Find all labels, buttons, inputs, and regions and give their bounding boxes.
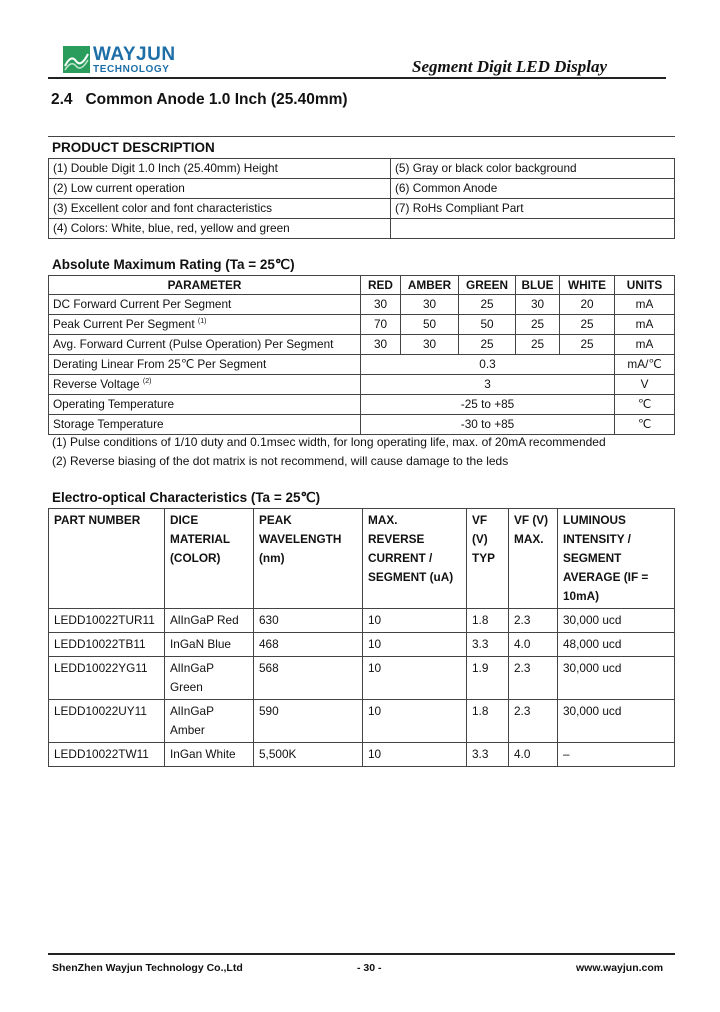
value-cell: 50 <box>459 315 516 335</box>
parameter-cell <box>49 415 361 435</box>
value-cell: 50 <box>401 315 459 335</box>
value-cell <box>558 609 675 633</box>
parameter-cell <box>49 375 361 395</box>
cell-line: 10 <box>368 704 382 718</box>
cell-line: LEDD10022UY11 <box>54 704 147 718</box>
value-cell <box>363 609 467 633</box>
value-cell <box>467 743 509 767</box>
header-line: PART NUMBER <box>54 513 141 527</box>
unit-cell: V <box>615 375 675 395</box>
eo-heading: Electro-optical Characteristics (Ta = 25℃) <box>52 490 321 505</box>
value-cell: 30 <box>401 295 459 315</box>
footnote-marker: (1) <box>197 318 207 325</box>
footer-page-number: - 30 - <box>357 962 382 974</box>
value-cell <box>558 743 675 767</box>
product-description-table <box>48 158 675 239</box>
logo-subtitle: TECHNOLOGY <box>93 64 170 75</box>
value-cell <box>467 657 509 700</box>
table-row <box>49 415 675 435</box>
value-cell: 25 <box>560 335 615 355</box>
column-header: UNITS <box>615 276 675 295</box>
cell-line: LEDD10022TB11 <box>54 637 146 651</box>
part-number-cell <box>49 743 165 767</box>
amr-note-2: (2) Reverse biasing of the dot matrix is not recommend, will cause damage to the leds <box>52 454 509 468</box>
value-cell: 25 <box>560 315 615 335</box>
value-cell: -30 to +85 <box>361 415 615 435</box>
absolute-maximum-rating-table <box>48 275 675 435</box>
table-row <box>49 743 675 767</box>
logo-name: WAYJUN <box>93 44 176 65</box>
part-number-cell <box>49 700 165 743</box>
value-cell <box>254 700 363 743</box>
column-header: WHITE <box>560 276 615 295</box>
value-cell <box>363 633 467 657</box>
header-line: MATERIAL <box>170 532 231 546</box>
parameter-cell <box>49 315 361 335</box>
value-cell <box>165 700 254 743</box>
value-cell <box>254 743 363 767</box>
parameter-label: DC Forward Current Per Segment <box>53 297 232 311</box>
product-description-top-rule <box>48 136 675 137</box>
parameter-label: Operating Temperature <box>53 397 175 411</box>
cell-line: 10 <box>368 747 382 761</box>
column-header: PARAMETER <box>49 276 361 295</box>
table-row <box>49 395 675 415</box>
value-cell <box>165 609 254 633</box>
value-cell <box>165 633 254 657</box>
value-cell <box>363 700 467 743</box>
value-cell: 30 <box>361 335 401 355</box>
footer-divider <box>48 953 675 955</box>
header-line: 10mA) <box>563 589 600 603</box>
header-line: WAVELENGTH <box>259 532 342 546</box>
column-header: GREEN <box>459 276 516 295</box>
cell-line: 3.3 <box>472 747 489 761</box>
value-cell <box>254 657 363 700</box>
value-cell <box>467 633 509 657</box>
electro-optical-table <box>48 508 675 767</box>
feature-cell: (3) Excellent color and font characteristics <box>49 199 391 219</box>
header-line: VF (V) <box>514 513 549 527</box>
value-cell <box>363 657 467 700</box>
cell-line: 568 <box>259 661 279 675</box>
parameter-label: Avg. Forward Current (Pulse Operation) Per Segment <box>53 337 334 351</box>
header-line: VF <box>472 513 488 527</box>
feature-cell: (1) Double Digit 1.0 Inch (25.40mm) Height <box>49 159 391 179</box>
header-line: LUMINOUS <box>563 513 626 527</box>
cell-line: AlInGaP <box>170 661 214 675</box>
cell-line: Amber <box>170 723 205 737</box>
value-cell <box>467 609 509 633</box>
cell-line: 30,000 ucd <box>563 613 622 627</box>
cell-line: 2.3 <box>514 704 531 718</box>
header-line: DICE <box>170 513 199 527</box>
column-header: RED <box>361 276 401 295</box>
value-cell: 70 <box>361 315 401 335</box>
unit-cell: mA <box>615 315 675 335</box>
cell-line: 3.3 <box>472 637 489 651</box>
header-line: INTENSITY / <box>563 532 631 546</box>
value-cell: 0.3 <box>361 355 615 375</box>
unit-cell: ℃ <box>615 395 675 415</box>
unit-cell: ℃ <box>615 415 675 435</box>
table-row <box>49 657 675 700</box>
value-cell: 20 <box>560 295 615 315</box>
value-cell <box>467 700 509 743</box>
header-line: SEGMENT <box>563 551 622 565</box>
header-divider <box>48 77 666 79</box>
parameter-label: Peak Current Per Segment <box>53 317 195 331</box>
value-cell: 30 <box>361 295 401 315</box>
column-header <box>363 509 467 609</box>
column-header: AMBER <box>401 276 459 295</box>
value-cell: 3 <box>361 375 615 395</box>
table-row <box>49 159 675 179</box>
feature-cell <box>391 219 675 239</box>
value-cell: 25 <box>516 335 560 355</box>
value-cell <box>254 609 363 633</box>
feature-cell: (2) Low current operation <box>49 179 391 199</box>
parameter-cell <box>49 355 361 375</box>
column-header <box>467 509 509 609</box>
table-row <box>49 375 675 395</box>
feature-cell: (7) RoHs Compliant Part <box>391 199 675 219</box>
cell-line: 48,000 ucd <box>563 637 622 651</box>
cell-line: 1.8 <box>472 704 489 718</box>
value-cell <box>509 657 558 700</box>
document-title: Segment Digit LED Display <box>412 57 608 76</box>
parameter-cell <box>49 295 361 315</box>
amr-heading: Absolute Maximum Rating (Ta = 25℃) <box>52 257 295 272</box>
cell-line: 10 <box>368 637 382 651</box>
header-line: REVERSE <box>368 532 425 546</box>
footer-company: ShenZhen Wayjun Technology Co.,Ltd <box>52 962 243 974</box>
section-title: 2.4 Common Anode 1.0 Inch (25.40mm) <box>51 91 348 108</box>
header-line: MAX. <box>368 513 398 527</box>
column-header <box>49 509 165 609</box>
cell-line: 630 <box>259 613 279 627</box>
column-header: BLUE <box>516 276 560 295</box>
table-row <box>49 199 675 219</box>
cell-line: 30,000 ucd <box>563 661 622 675</box>
cell-line: LEDD10022YG11 <box>54 661 148 675</box>
table-row <box>49 335 675 355</box>
cell-line: LEDD10022TW11 <box>54 747 149 761</box>
value-cell <box>363 743 467 767</box>
value-cell <box>165 743 254 767</box>
header-line: TYP <box>472 551 495 565</box>
logo-icon <box>63 46 90 73</box>
header-line: PEAK <box>259 513 292 527</box>
cell-line: 2.3 <box>514 613 531 627</box>
cell-line: 4.0 <box>514 637 531 651</box>
column-header <box>509 509 558 609</box>
cell-line: 1.9 <box>472 661 489 675</box>
footnote-marker: (2) <box>142 378 152 385</box>
header-line: (V) <box>472 532 488 546</box>
cell-line: 5,500K <box>259 747 297 761</box>
table-row <box>49 315 675 335</box>
feature-cell: (4) Colors: White, blue, red, yellow and green <box>49 219 391 239</box>
value-cell <box>558 633 675 657</box>
cell-line: InGaN Blue <box>170 637 231 651</box>
cell-line: LEDD10022TUR11 <box>54 613 155 627</box>
cell-line: 4.0 <box>514 747 531 761</box>
value-cell: 25 <box>516 315 560 335</box>
footer-url: www.wayjun.com <box>576 962 664 974</box>
value-cell <box>165 657 254 700</box>
parameter-label: Reverse Voltage <box>53 377 140 391</box>
table-row <box>49 609 675 633</box>
cell-line: 30,000 ucd <box>563 704 622 718</box>
value-cell <box>558 657 675 700</box>
value-cell: 30 <box>516 295 560 315</box>
header-line: CURRENT / <box>368 551 433 565</box>
column-header <box>558 509 675 609</box>
value-cell: 25 <box>459 295 516 315</box>
header-line: (COLOR) <box>170 551 221 565</box>
cell-line: 10 <box>368 613 382 627</box>
cell-line: Green <box>170 680 203 694</box>
cell-line: AlInGaP <box>170 704 214 718</box>
value-cell <box>509 633 558 657</box>
value-cell <box>509 743 558 767</box>
parameter-cell <box>49 395 361 415</box>
value-cell: 25 <box>459 335 516 355</box>
value-cell <box>558 700 675 743</box>
table-row <box>49 295 675 315</box>
parameter-label: Derating Linear From 25℃ Per Segment <box>53 357 267 371</box>
table-row <box>49 700 675 743</box>
table-row <box>49 355 675 375</box>
table-row <box>49 633 675 657</box>
cell-line: – <box>563 747 570 761</box>
unit-cell: mA/℃ <box>615 355 675 375</box>
column-header <box>254 509 363 609</box>
cell-line: 2.3 <box>514 661 531 675</box>
cell-line: 1.8 <box>472 613 489 627</box>
unit-cell: mA <box>615 295 675 315</box>
cell-line: 468 <box>259 637 279 651</box>
value-cell <box>509 700 558 743</box>
header-line: AVERAGE (IF = <box>563 570 649 584</box>
cell-line: 10 <box>368 661 382 675</box>
part-number-cell <box>49 633 165 657</box>
value-cell: -25 to +85 <box>361 395 615 415</box>
value-cell <box>254 633 363 657</box>
column-header <box>165 509 254 609</box>
feature-cell: (6) Common Anode <box>391 179 675 199</box>
part-number-cell <box>49 609 165 633</box>
unit-cell: mA <box>615 335 675 355</box>
value-cell <box>509 609 558 633</box>
amr-note-1: (1) Pulse conditions of 1/10 duty and 0.1msec width, for long operating life, max. of 20mA recommended <box>52 435 606 449</box>
feature-cell: (5) Gray or black color background <box>391 159 675 179</box>
header-line: (nm) <box>259 551 285 565</box>
table-row <box>49 219 675 239</box>
cell-line: InGan White <box>170 747 236 761</box>
value-cell: 30 <box>401 335 459 355</box>
product-description-heading: PRODUCT DESCRIPTION <box>52 140 215 155</box>
parameter-label: Storage Temperature <box>53 417 164 431</box>
header-line: MAX. <box>514 532 544 546</box>
part-number-cell <box>49 657 165 700</box>
cell-line: 590 <box>259 704 279 718</box>
cell-line: AlInGaP Red <box>170 613 239 627</box>
table-row <box>49 179 675 199</box>
header-line: SEGMENT (uA) <box>368 570 454 584</box>
parameter-cell <box>49 335 361 355</box>
